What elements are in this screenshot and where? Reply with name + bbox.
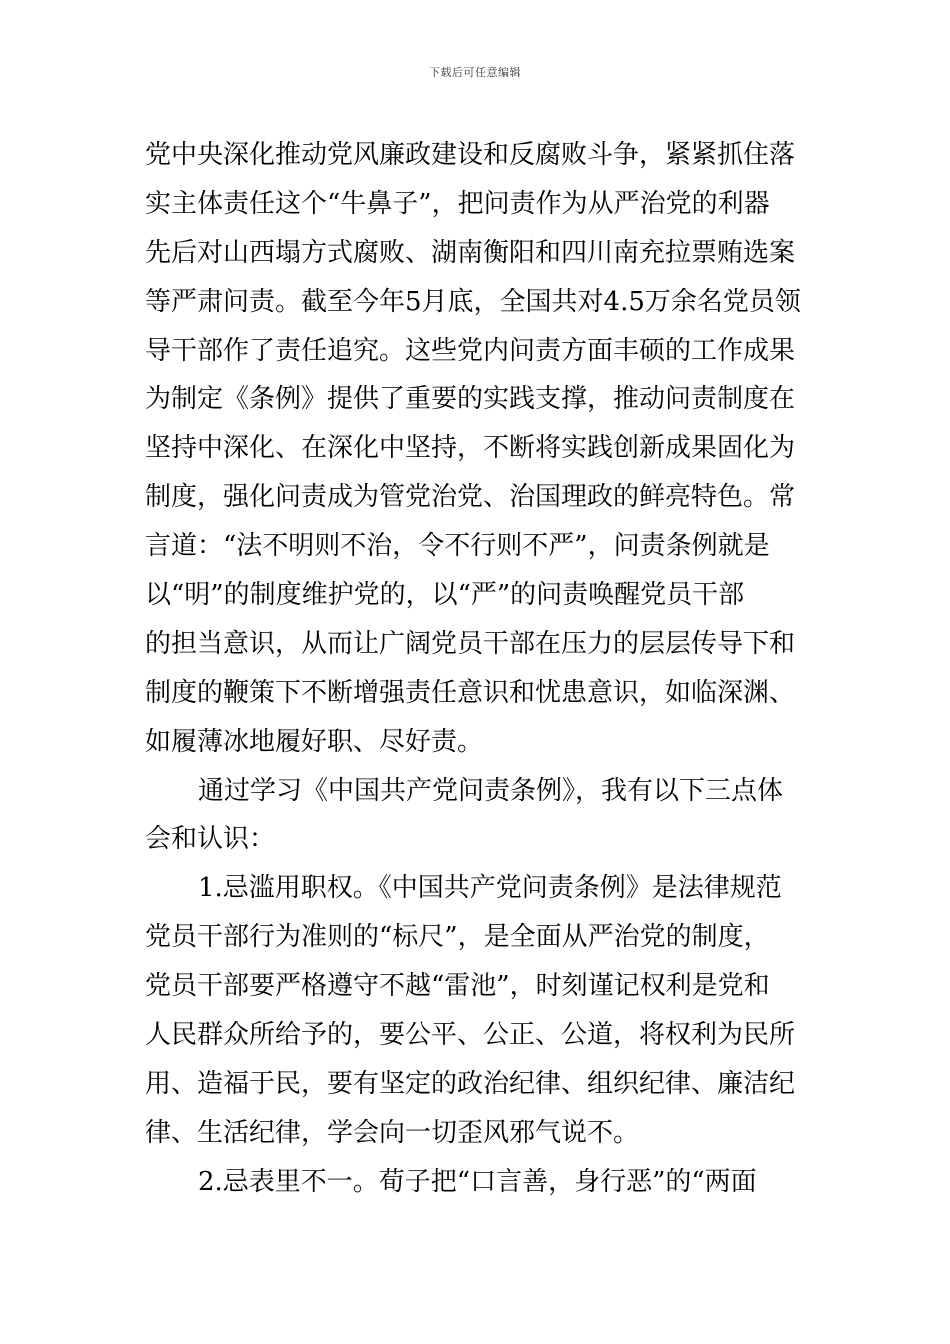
text-line: 先后对山西塌方式腐败、湖南衡阳和四川南充拉票贿选案 [145,237,796,268]
text-line: 言道：“法不明则不治，令不行则不严”，问责条例就是 [145,531,770,562]
page-header: 下载后可任意编辑 [429,66,521,79]
text-line: 党中央深化推动党风廉政建设和反腐败斗争，紧紧抓住落 [145,140,796,170]
text-line: 为制定《条例》提供了重要的实践支撑，推动问责制度在 [145,384,796,415]
text-line: 会和认识： [145,824,276,855]
text-line: 以“明”的制度维护党的，以“严”的问责唤醒党员干部 [145,580,745,611]
text-line: 2.忌表里不一。荀子把“口言善，身行恶”的“两面 [198,1166,757,1197]
text-line: 人民群众所给予的，要公平、公正、公道，将权利为民所 [145,1020,796,1051]
text-line: 的担当意识，从而让广阔党员干部在压力的层层传导下和 [145,628,796,659]
text-line: 导干部作了责任追究。这些党内问责方面丰硕的工作成果 [145,335,796,366]
text-line: 用、造福于民，要有坚定的政治纪律、组织纪律、廉洁纪 [145,1068,796,1099]
document-body [145,131,809,1207]
text-line: 通过学习《中国共产党问责条例》，我有以下三点体 [198,775,784,806]
text-line: 如履薄冰地履好职、尽好责。 [145,726,484,757]
text-line: 坚持中深化、在深化中坚持，不断将实践创新成果固化为 [145,433,796,464]
text-line: 党员干部行为准则的“标尺”，是全面从严治党的制度， [145,922,770,953]
text-line: 律、生活纪律，学会向一切歪风邪气说不。 [145,1117,640,1148]
text-line: 党员干部要严格遵守不越“雷池”，时刻谨记权利是党和 [145,971,770,1002]
text-line: 1.忌滥用职权。《中国共产党问责条例》是法律规范 [198,873,782,904]
text-line: 等严肃问责。截至今年5月底，全国共对4.5万余名党员领 [145,286,801,317]
text-line: 制度，强化问责成为管党治党、治国理政的鲜亮特色。常 [145,482,796,513]
text-line: 制度的鞭策下不断增强责任意识和忧患意识，如临深渊、 [145,677,796,708]
text-line: 实主体责任这个“牛鼻子”，把问责作为从严治党的利器 [145,188,770,219]
